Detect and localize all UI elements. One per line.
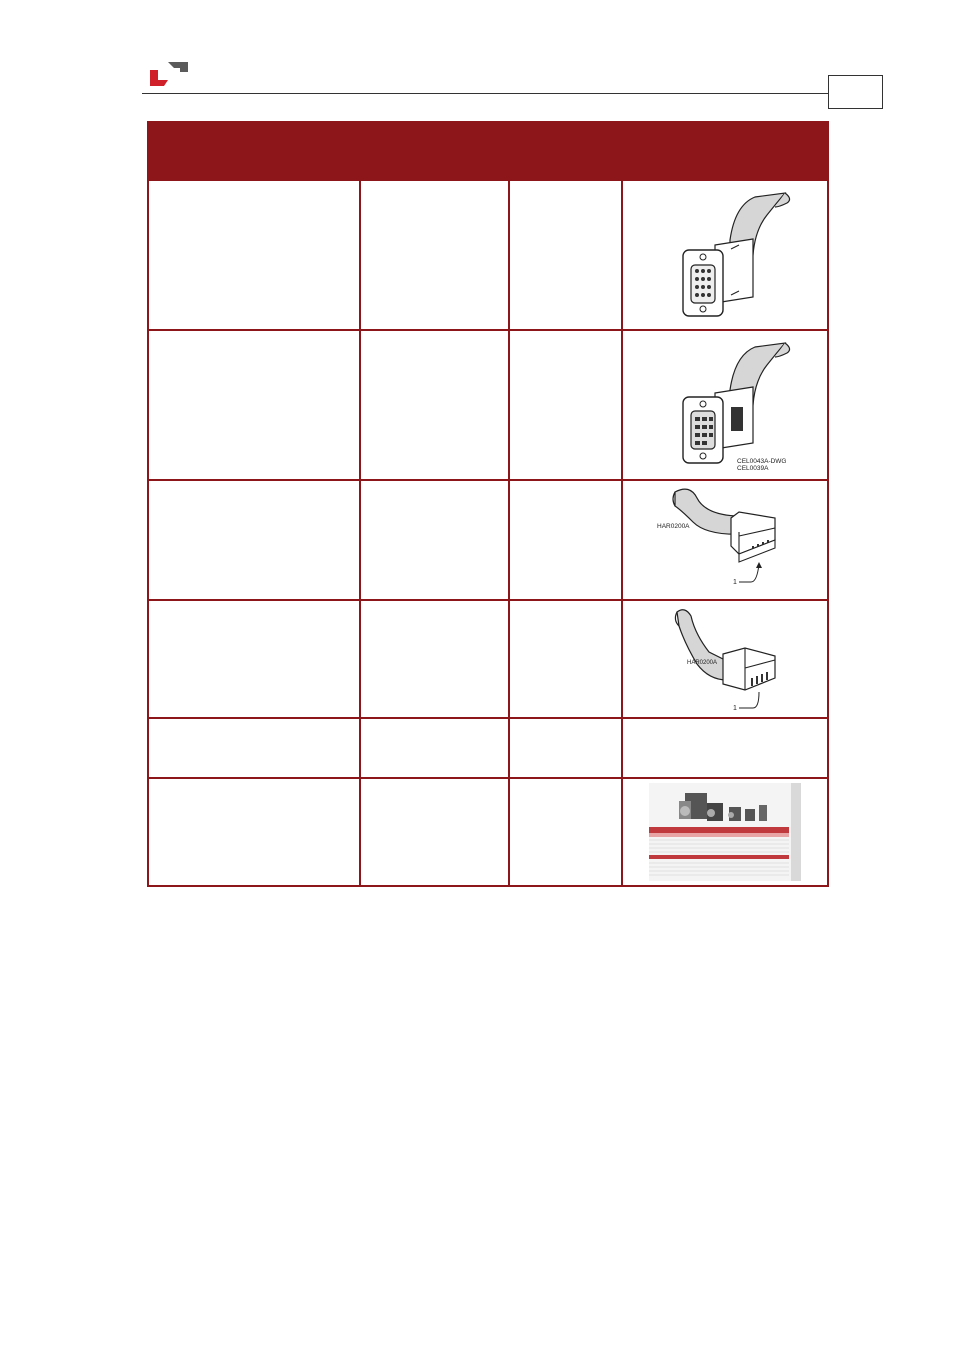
table-cell	[622, 718, 828, 778]
header-cell	[360, 122, 509, 180]
page-number-box	[828, 75, 883, 109]
table-cell	[360, 600, 509, 718]
image-cell	[622, 330, 828, 480]
header-cell	[509, 122, 622, 180]
image-cell	[622, 600, 828, 718]
image-cell	[622, 778, 828, 886]
table-row	[148, 480, 828, 600]
table-cell	[360, 330, 509, 480]
table-row	[148, 180, 828, 330]
d-sub-connector-cable-drawing	[635, 335, 815, 475]
company-logo	[148, 58, 190, 88]
table-cell	[148, 330, 360, 480]
table-cell	[509, 778, 622, 886]
image-cell	[622, 480, 828, 600]
table-row	[148, 778, 828, 886]
table-cell	[148, 778, 360, 886]
table-cell	[509, 718, 622, 778]
table-cell	[360, 778, 509, 886]
table-row	[148, 600, 828, 718]
rj45-connector-cable-drawing	[635, 604, 815, 714]
servo-motor-catalog-thumbnail	[649, 783, 801, 881]
drawing-label: CEL0039A	[737, 465, 769, 472]
header-rule	[142, 93, 828, 94]
table-cell	[148, 180, 360, 330]
callout-number: 1	[733, 705, 737, 712]
table-cell	[148, 480, 360, 600]
d-sub-connector-cable-drawing	[635, 185, 815, 325]
table-cell	[509, 480, 622, 600]
callout-number: 1	[733, 579, 737, 586]
header-cell	[148, 122, 360, 180]
rj45-connector-cable-drawing	[635, 484, 815, 596]
header-cell	[622, 122, 828, 180]
table-cell	[509, 600, 622, 718]
drawing-label: HAR0200A	[657, 523, 690, 530]
table-cell	[360, 180, 509, 330]
accessories-table	[147, 121, 829, 887]
drawing-label: HAR0200A	[687, 660, 718, 666]
table-cell	[148, 718, 360, 778]
table-row	[148, 330, 828, 480]
drawing-label: CEL0043A-DWG	[737, 458, 787, 465]
table-cell	[148, 600, 360, 718]
table-cell	[509, 180, 622, 330]
image-cell	[622, 180, 828, 330]
table-cell	[509, 330, 622, 480]
table-cell	[360, 718, 509, 778]
table-cell	[360, 480, 509, 600]
table-row	[148, 718, 828, 778]
table-header-row	[148, 122, 828, 180]
